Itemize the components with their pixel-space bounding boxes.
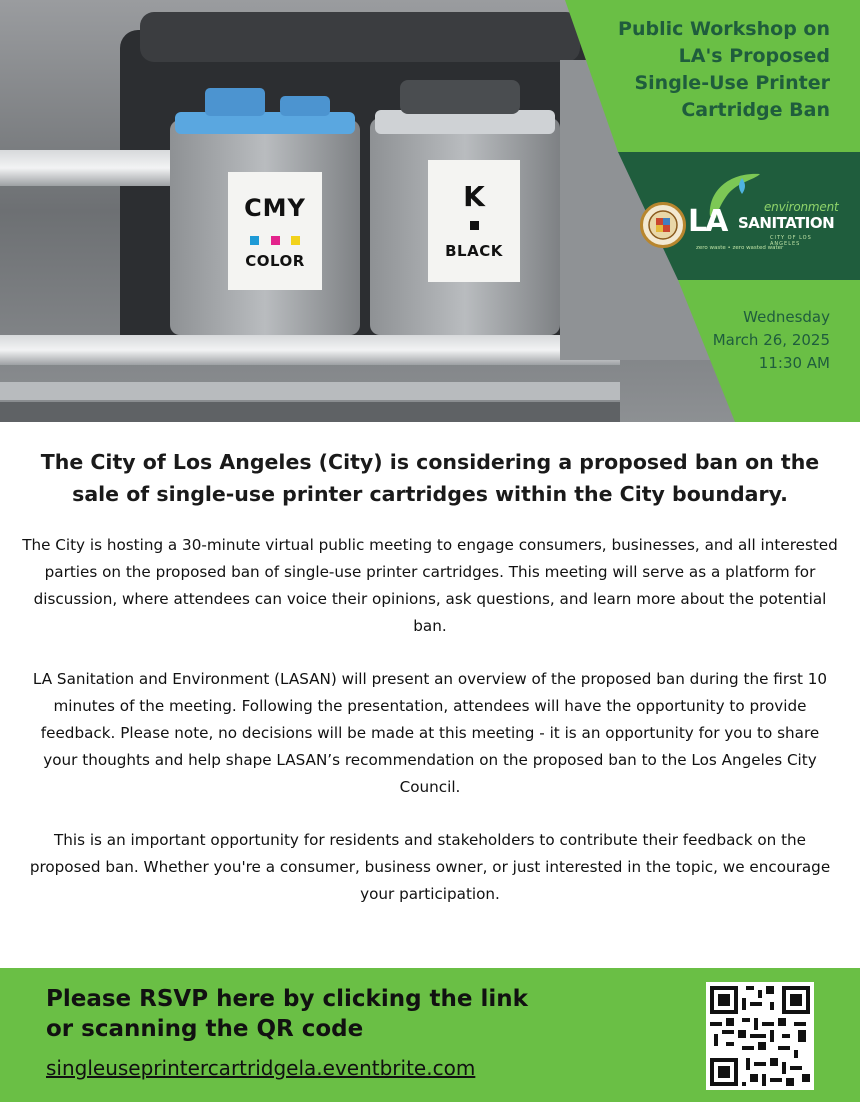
color-dots <box>228 230 322 242</box>
black-cartridge-code: K <box>463 180 485 213</box>
color-cartridge-code: CMY <box>244 194 306 222</box>
logo-city-text: CITY OF LOS ANGELES <box>770 235 812 247</box>
color-cartridge-label <box>228 172 322 290</box>
event-day: March 26, 2025 <box>712 331 830 349</box>
logo-sanitation-text: SANITATION <box>738 214 835 232</box>
logo-tagline: zero waste • zero wasted water <box>696 245 784 251</box>
rsvp-text <box>46 984 606 1044</box>
yellow-dot <box>291 236 300 245</box>
headline: The City of Los Angeles (City) is considering a proposed ban on the sale of single-use printer cartridges within the City boundary. <box>40 450 820 506</box>
event-date <box>630 306 830 375</box>
paragraph-lasan: LA Sanitation and Environment (LASAN) will present an overview of the proposed ban during the first 10 minutes of the meeting. Following the presentation, attendees will have the opportunity to provide feedback. Please note, no decisions will be made at this meeting - it is an opportunity for you to share your thoughts and help shape LASAN’s recommendation on the proposed ban to the Los Angeles City Council. <box>32 670 828 796</box>
title-line: Public Workshop on <box>618 18 830 40</box>
rsvp-line: or scanning the QR code <box>46 1016 364 1042</box>
lasan-logo <box>638 162 844 262</box>
city-seal-icon <box>640 202 686 248</box>
hero-banner <box>0 0 860 422</box>
black-dot <box>470 221 479 230</box>
event-weekday: Wednesday <box>743 308 830 326</box>
title-line: LA's Proposed <box>678 45 830 67</box>
paragraph-meeting: The City is hosting a 30-minute virtual public meeting to engage consumers, businesses, and all interested parties on the proposed ban of single-use printer cartridges. This meeting will serve as a platform for discussion, where attendees can voice their opinions, ask questions, and learn more about the potential ban. <box>22 536 838 635</box>
color-cartridge-name: COLOR <box>245 252 305 270</box>
magenta-dot <box>271 236 280 245</box>
rsvp-line: Please RSVP here by clicking the link <box>46 986 528 1012</box>
logo-environment-text: environment <box>764 200 839 214</box>
rsvp-footer <box>0 968 860 1102</box>
title-line: Single-Use Printer <box>634 72 830 94</box>
qr-code-icon[interactable] <box>706 982 814 1090</box>
black-cartridge-label <box>428 160 520 282</box>
logo-la-text: LA <box>688 204 727 239</box>
main-content <box>0 446 860 908</box>
workshop-title <box>550 16 830 124</box>
black-cartridge-name: BLACK <box>445 242 503 260</box>
cyan-dot <box>250 236 259 245</box>
paragraph-opportunity: This is an important opportunity for residents and stakeholders to contribute their feedback on the proposed ban. Whether you're a consumer, business owner, or just interested in the topic, we encourage your participation. <box>29 831 831 903</box>
eventbrite-link[interactable]: singleuseprintercartridgela.eventbrite.com <box>46 1056 476 1080</box>
event-time: 11:30 AM <box>758 354 830 372</box>
title-line: Cartridge Ban <box>681 99 830 121</box>
